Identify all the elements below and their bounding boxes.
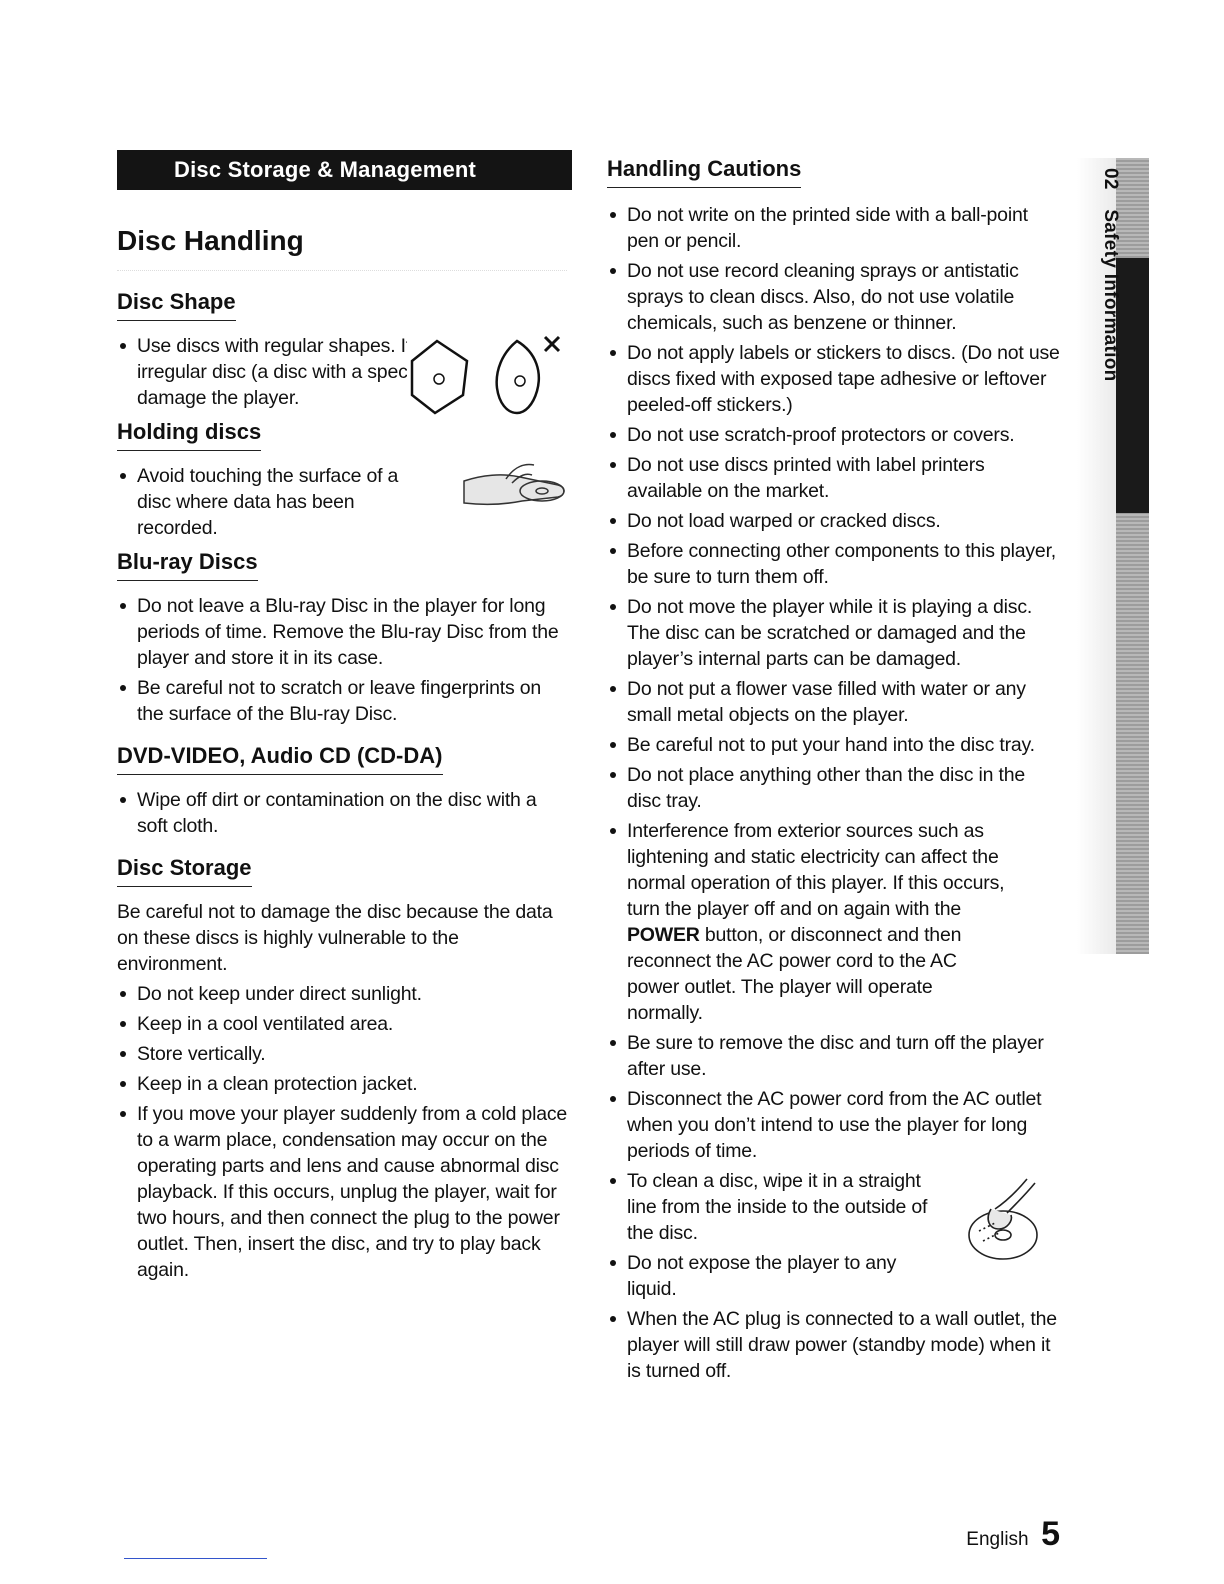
handling-cautions-heading: Handling Cautions bbox=[607, 156, 801, 188]
disc-shape-illustration bbox=[407, 333, 567, 419]
list-item: Disconnect the AC power cord from the AC outlet when you don’t intend to use the player for long periods of time. bbox=[607, 1086, 1062, 1164]
list-item: Do not use record cleaning sprays or antistatic sprays to clean discs. Also, do not use volatile chemicals, such as benzene or thinner. bbox=[607, 258, 1062, 336]
section-banner: Disc Storage & Management bbox=[117, 150, 572, 190]
disc-shape-section bbox=[117, 289, 572, 411]
disc-storage-section bbox=[117, 855, 572, 1283]
page-number: 5 bbox=[1041, 1515, 1060, 1553]
list-item: Do not load warped or cracked discs. bbox=[607, 508, 1062, 534]
footer-language: English bbox=[966, 1529, 1029, 1550]
list-item: Keep in a cool ventilated area. bbox=[117, 1011, 572, 1037]
list-item: Keep in a clean protection jacket. bbox=[117, 1071, 572, 1097]
cross-mark-icon bbox=[545, 337, 559, 351]
disc-storage-intro: Be careful not to damage the disc because the data on these discs is highly vulnerable to the environment. bbox=[117, 901, 553, 975]
holding-discs-heading: Holding discs bbox=[117, 419, 261, 451]
list-item: Do not keep under direct sunlight. bbox=[117, 981, 572, 1007]
list-item: Before connecting other components to this player, be sure to turn them off. bbox=[607, 538, 1062, 590]
hand-holding-disc-icon bbox=[462, 459, 572, 519]
list-item: Do not leave a Blu-ray Disc in the player for long periods of time. Remove the Blu-ray Disc from the player and store it in its case. bbox=[117, 593, 572, 671]
list-item bbox=[607, 818, 1062, 1026]
list-item: Be careful not to put your hand into the disc tray. bbox=[607, 732, 1062, 758]
bluray-list bbox=[117, 593, 572, 727]
list-item: Do not apply labels or stickers to discs. (Do not use discs fixed with exposed tape adhesive or leftover peeled-off stickers.) bbox=[607, 340, 1062, 418]
dvd-heading: DVD-VIDEO, Audio CD (CD-DA) bbox=[117, 743, 443, 775]
power-button-label: POWER bbox=[627, 924, 700, 946]
bluray-heading: Blu-ray Discs bbox=[117, 549, 258, 581]
disc-storage-heading: Disc Storage bbox=[117, 855, 252, 887]
left-column bbox=[117, 150, 572, 1287]
page-title: Disc Handling bbox=[117, 225, 304, 256]
list-item: Do not write on the printed side with a ball-point pen or pencil. bbox=[607, 202, 1062, 254]
footer-link-line bbox=[124, 1558, 267, 1559]
dvd-list bbox=[117, 787, 572, 839]
page-footer bbox=[966, 1515, 1060, 1554]
list-item: Be sure to remove the disc and turn off the player after use. bbox=[607, 1030, 1062, 1082]
list-item: Avoid touching the surface of a disc where data has been recorded. bbox=[117, 463, 407, 541]
holding-discs-list bbox=[117, 463, 407, 541]
list-item: When the AC plug is connected to a wall outlet, the player will still draw power (standby mode) when it is turned off. bbox=[607, 1306, 1062, 1384]
list-item: Do not place anything other than the disc in the disc tray. bbox=[607, 762, 1062, 814]
wipe-disc-icon bbox=[965, 1175, 1045, 1265]
irregular-disc-icon bbox=[497, 341, 539, 413]
clean-disc-text: To clean a disc, wipe it in a straight line from the inside to the outside of the disc. bbox=[627, 1170, 928, 1244]
chapter-number: 02 bbox=[1100, 168, 1121, 190]
interference-text-2: button, or disconnect and then reconnect the AC power cord to the AC power outlet. The player will operate normally. bbox=[627, 924, 962, 1024]
list-item: Do not move the player while it is playing a disc. The disc can be scratched or damaged and the player’s internal parts can be damaged. bbox=[607, 594, 1062, 672]
disc-storage-list bbox=[117, 981, 572, 1283]
title-divider bbox=[117, 270, 567, 271]
liquid-warning-text: Do not expose the player to any liquid. bbox=[627, 1252, 897, 1300]
interference-text-1: Interference from exterior sources such as lightening and static electricity can affect the normal operation of this player. If this occurs, turn the player off and on again with the bbox=[627, 820, 1005, 920]
list-item: Be careful not to scratch or leave fingerprints on the surface of the Blu-ray Disc. bbox=[117, 675, 572, 727]
list-item: Store vertically. bbox=[117, 1041, 572, 1067]
list-item: Wipe off dirt or contamination on the disc with a soft cloth. bbox=[117, 787, 572, 839]
dvd-section bbox=[117, 743, 572, 839]
disc-shape-heading: Disc Shape bbox=[117, 289, 236, 321]
chapter-side-tab bbox=[1077, 158, 1149, 954]
list-item: Do not put a flower vase filled with water or any small metal objects on the player. bbox=[607, 676, 1062, 728]
list-item: Do not use scratch-proof protectors or covers. bbox=[607, 422, 1062, 448]
disc-shape-text: Use discs with regular shapes. If you use an irregular disc (a disc with a special shape), you can damage the player. bbox=[137, 335, 568, 409]
chapter-label bbox=[1099, 168, 1121, 382]
holding-discs-section bbox=[117, 419, 572, 541]
chapter-title: Safety Information bbox=[1100, 209, 1121, 382]
list-item: Do not use discs printed with label printers available on the market. bbox=[607, 452, 1062, 504]
regular-disc-icon bbox=[412, 341, 467, 413]
list-item: If you move your player suddenly from a cold place to a warm place, condensation may occur on the operating parts and lens and cause abnormal disc playback. If this occurs, unplug the player, wait for two hours, and then connect the plug to the power outlet. Then, insert the disc, and try to play back again. bbox=[117, 1101, 572, 1283]
bluray-section bbox=[117, 549, 572, 727]
